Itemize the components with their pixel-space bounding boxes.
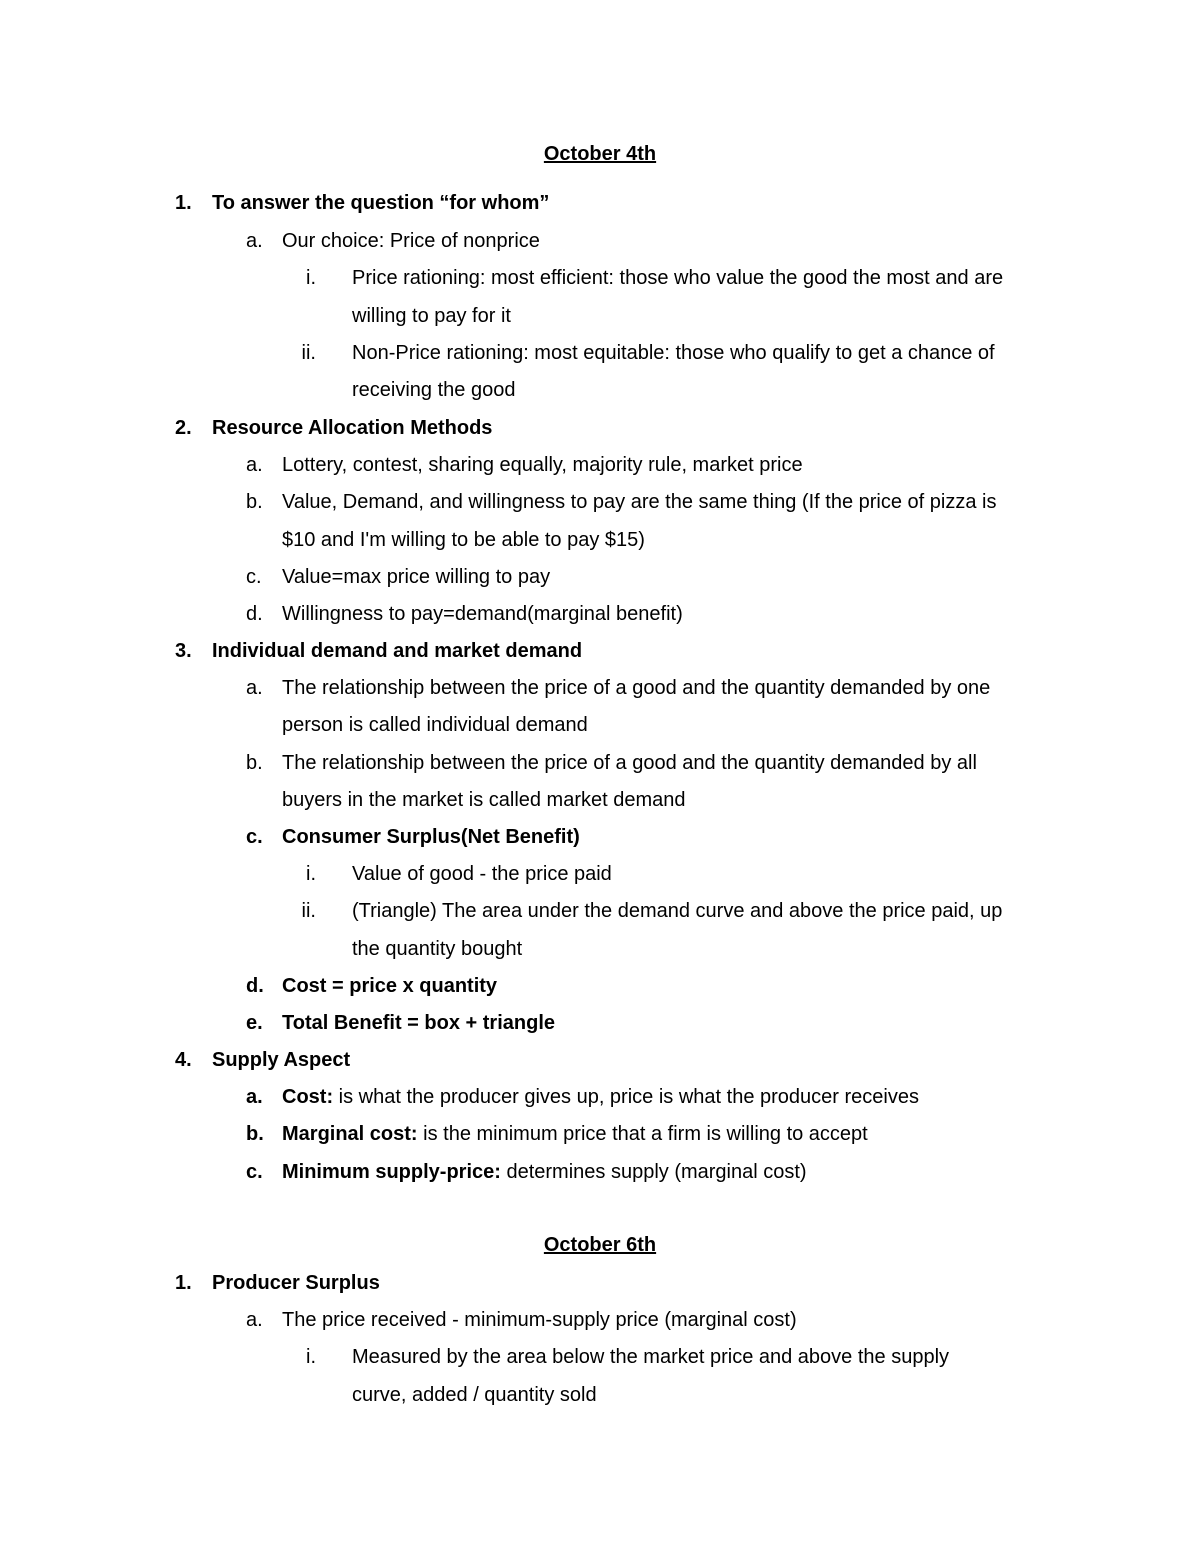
- list-item-text: [282, 1122, 868, 1146]
- list-item-text: person is called individual demand: [282, 714, 588, 736]
- list-letter: e.: [246, 1012, 263, 1034]
- list-item-text: (Triangle) The area under the demand curve and above the price paid, up: [352, 900, 1003, 922]
- list-item-text: Value=max price willing to pay: [282, 566, 551, 588]
- term-definition: is what the producer gives up, price is what the producer receives: [333, 1086, 919, 1108]
- list-item-text: the quantity bought: [352, 938, 523, 960]
- list-letter: d.: [246, 975, 264, 997]
- list-item-text: The relationship between the price of a good and the quantity demanded by one: [282, 677, 991, 699]
- list-letter: a.: [246, 454, 263, 476]
- list-item-heading: Supply Aspect: [212, 1049, 351, 1071]
- list-item-text: buyers in the market is called market demand: [282, 789, 686, 811]
- list-letter: a.: [246, 230, 263, 252]
- list-item-heading: Individual demand and market demand: [212, 640, 583, 662]
- list-item-heading: Cost = price x quantity: [282, 975, 498, 997]
- list-letter: b.: [246, 1123, 264, 1145]
- list-item-text: [282, 1160, 807, 1184]
- list-item-text: Willingness to pay=demand(marginal benefit): [282, 603, 683, 625]
- list-item-text: Measured by the area below the market price and above the supply: [352, 1346, 950, 1368]
- list-letter: b.: [246, 491, 263, 513]
- term: Marginal cost:: [282, 1123, 418, 1145]
- section-title: October 4th: [543, 143, 657, 165]
- list-item-text: Lottery, contest, sharing equally, majority rule, market price: [282, 454, 803, 476]
- list-roman: i.: [306, 267, 316, 289]
- list-item-text: [282, 1085, 919, 1109]
- term: Minimum supply-price:: [282, 1161, 501, 1183]
- list-roman: i.: [306, 863, 316, 885]
- list-number: 1.: [175, 1272, 192, 1294]
- section-title: October 6th: [543, 1234, 657, 1256]
- list-number: 3.: [175, 640, 192, 662]
- term: Cost:: [282, 1086, 334, 1108]
- term-definition: is the minimum price that a firm is willing to accept: [417, 1123, 868, 1145]
- list-roman: ii.: [301, 342, 316, 364]
- list-item-text: Non-Price rationing: most equitable: those who qualify to get a chance of: [352, 342, 995, 364]
- list-item-text: willing to pay for it: [352, 305, 511, 327]
- list-item-text: Value, Demand, and willingness to pay are the same thing (If the price of pizza is: [282, 491, 997, 513]
- list-letter: b.: [246, 752, 263, 774]
- list-item-heading: Consumer Surplus(Net Benefit): [282, 826, 580, 848]
- list-item-text: Our choice: Price of nonprice: [282, 230, 540, 252]
- list-item-text: Price rationing: most efficient: those who value the good the most and are: [352, 267, 1004, 289]
- list-item-heading: Resource Allocation Methods: [212, 417, 493, 439]
- list-item-heading: Total Benefit = box + triangle: [282, 1012, 556, 1034]
- list-letter: a.: [246, 677, 263, 699]
- list-item-text: receiving the good: [352, 379, 516, 401]
- list-letter: a.: [246, 1086, 263, 1108]
- list-number: 2.: [175, 417, 192, 439]
- list-item-text: The price received - minimum-supply price (marginal cost): [282, 1309, 797, 1331]
- list-roman: i.: [306, 1346, 316, 1368]
- list-item-text: curve, added / quantity sold: [352, 1384, 597, 1406]
- term-definition: determines supply (marginal cost): [500, 1161, 807, 1183]
- list-item-heading: To answer the question “for whom”: [212, 192, 550, 214]
- list-letter: c.: [246, 566, 262, 588]
- list-letter: d.: [246, 603, 263, 625]
- list-item-heading: Producer Surplus: [212, 1272, 380, 1294]
- list-item-text: The relationship between the price of a good and the quantity demanded by all: [282, 752, 977, 774]
- list-item-text: Value of good - the price paid: [352, 863, 612, 885]
- list-letter: c.: [246, 1161, 263, 1183]
- list-number: 1.: [175, 192, 192, 214]
- list-item-text: $10 and I'm willing to be able to pay $15): [282, 529, 645, 551]
- list-letter: c.: [246, 826, 263, 848]
- list-roman: ii.: [301, 900, 316, 922]
- list-letter: a.: [246, 1309, 263, 1331]
- list-number: 4.: [175, 1049, 192, 1071]
